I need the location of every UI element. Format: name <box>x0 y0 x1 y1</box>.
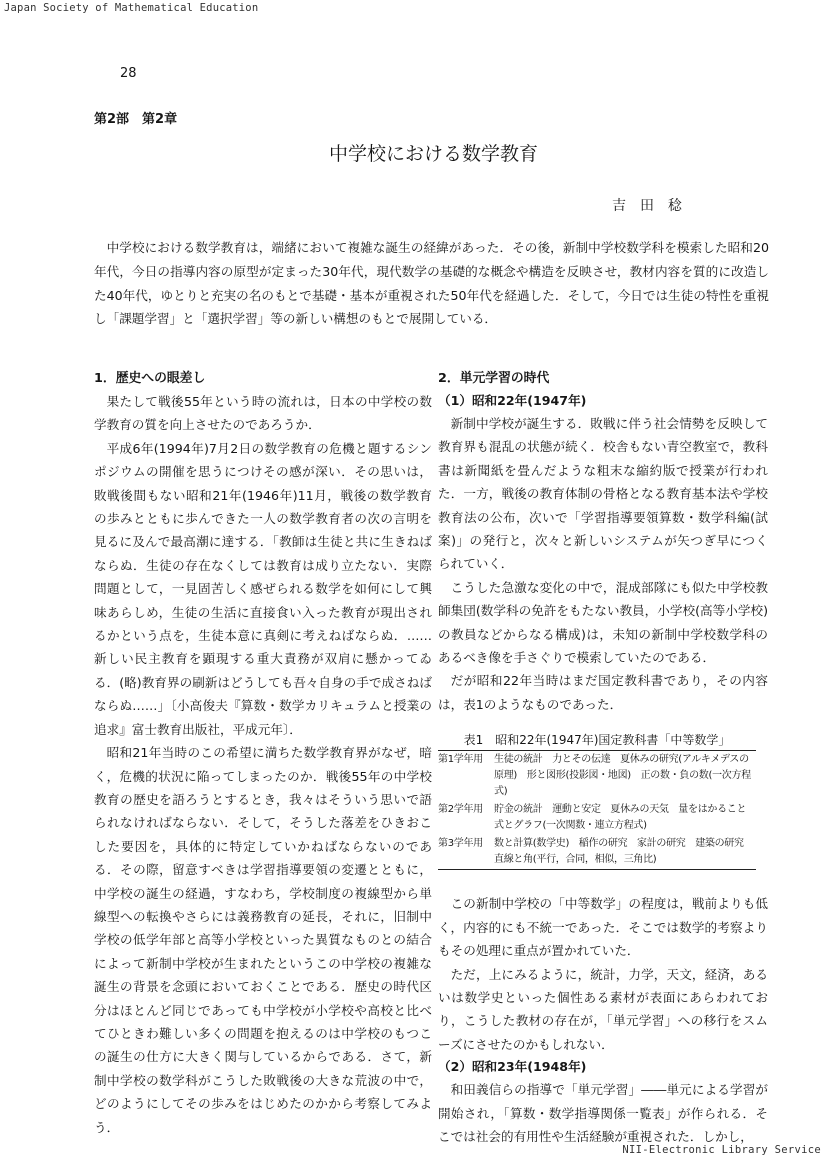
table-cell-year: 第2学年用 <box>438 804 483 816</box>
table-row <box>438 751 756 802</box>
paragraph: 新制中学校が誕生する．敗戦に伴う社会情勢を反映して教育界も混乱の状態が続く．校舎もない青空教室で，教科書は新聞紙を畳んだような粗末な縮約版で授業が行われた．一方，戦後の教育体制の骨格となる教育基本法や学校教育法の公布，次いで「学習指導要領算数・数学科編(試案)」の発行と，次々と新しいシステムが矢つぎ早につくられていく． <box>438 416 768 572</box>
journal-header: Japan Society of Mathematical Education <box>4 2 259 14</box>
paragraph: この新制中学校の「中等数学」の程度は，戦前よりも低く，内容的にも不統一であった．そこでは数学的考察よりもその処理に重点が置かれていた． <box>438 896 768 959</box>
article-title: 中学校における数学教育 <box>328 143 538 165</box>
abstract-text: 中学校における数学教育は，端緒において複雑な誕生の経緯があった．その後，新制中学校数学科を模索した昭和20年代，今日の指導内容の原型が定まった30年代，現代数学の基礎的な概念や構造を反映させ，教材内容を質的に改造した40年代，ゆとりと充実の名のもとで基礎・基本が重視された50年代を経過した．そして，今日では生徒の特性を重視し「課題学習」と「選択学習」等の新しい構想のもとで展開している． <box>94 240 769 327</box>
right-column <box>438 368 768 1148</box>
paragraph: ただ，上にみるように，統計，力学，天文，経済，あるいは数学史といった個性ある素材が表面にあらわれており，こうした教材の存在が，「単元学習」への移行をスムーズにさせたのかもしれない． <box>438 966 768 1052</box>
paragraph: こうした急激な変化の中で，混成部隊にも似た中学校教師集団(数学科の免許をもたない教員，小学校(高等小学校)の教員などからなる構成)は，未知の新制中学校数学科のあるべき像を手さぐりで模索していたのである． <box>438 579 768 666</box>
table-row <box>438 835 756 870</box>
table-cell-content: 貯金の統計 運動と安定 夏休みの天気 量をはかること 式とグラフ(一次関数・連立方程式) <box>494 804 756 832</box>
table <box>438 750 756 870</box>
page-number: 28 <box>120 66 137 81</box>
subsection-heading-1947: （1）昭和22年(1947年) <box>438 393 587 408</box>
table-caption: 表1 昭和22年(1947年)国定教科書「中等数学」 <box>463 733 731 748</box>
part-chapter-label: 第2部 第2章 <box>94 112 178 127</box>
abstract <box>94 236 769 331</box>
paragraph: だが昭和22年当時はまだ国定教科書であり，その内容は，表1のようなものであった． <box>438 673 768 712</box>
subsection-heading-1948: （2）昭和23年(1948年) <box>438 1059 587 1075</box>
table-cell-content: 数と計算(数学史) 稲作の研究 家計の研究 建築の研究 直線と角(平行，合同，相似，三角比) <box>494 838 754 866</box>
table-row <box>438 801 756 835</box>
paragraph: 昭和21年当時のこの希望に満ちた数学教育界がなぜ，暗く，危機的状況に陥ってしまったのか．戦後55年の中学校教育の歴史を語ろうとするとき，我々はそういう思いで語られなければならない．そして，そうした落差をひきおこした要因を，具体的に特定していかねばならないのである．その際，留意すべきは学習指導要領の変遷とともに，中学校の誕生の経過，すなわち，学校制度の複線型から単線型への転換やさらには義務教育の延長，それに，旧制中学校の低学年部と高等小学校といった異質なものとの結合によって新制中学校が生まれたというこの中学校の複雑な誕生の背景を念頭においておくことである．歴史の時代区分はほとんど同じであっても中学校が小学校や高校と比べてひときわ難しい多くの問題を抱えるのは中学校のもつこの誕生の仕方に大きく関与しているからである．さて，新制中学校の数学科がこうした敗戦後の大きな荒波の中で，どのようにしてその歩みをはじめたのかから考察してみよう． <box>94 745 432 1135</box>
paragraph: 和田義信らの指導で「単元学習」――単元による学習が開始され，「算数・数学指導関係一覧表」が作られる．そこでは社会的有用性や生活経験が重視された．しかし， <box>438 1082 768 1144</box>
author-name: 吉田稔 <box>612 198 696 214</box>
section-heading-history: 1．歴史への眼差し <box>94 371 206 386</box>
paragraph: 果たして戦後55年という時の流れは，日本の中学校の数学教育の質を向上させたのであろうか． <box>94 394 432 433</box>
library-footer: NII-Electronic Library Service <box>622 1144 821 1156</box>
section-heading-unit-learning: 2．単元学習の時代 <box>438 371 550 386</box>
table-cell-content: 生徒の統計 力とその伝達 夏休みの研究(アルキメデスの原理) 形と図形(投影図・地図) 正の数・負の数(一次方程式) <box>494 754 751 798</box>
paragraph: 平成6年(1994年)7月2日の数学教育の危機と題するシンポジウムの開催を思うにつけその感が深い．その思いは，敗戦後間もない昭和21年(1946年)11月，戦後の数学教育の歩みとともに歩んできた一人の数学教育者の次の言明を見るに及んで最高潮に達する．「教師は生徒と共に生きねばならぬ．生徒の存在なくしては教育は成り立たない．実際問題として，一見固苦しく感ぜられる数学を如何にして興味あらしめ，生徒の生活に直接食い入った教育が現出されるかという点を，生徒本意に真剣に考えねばならぬ．……新しい民主教育を顕現する重大責務が双肩に懸かってゐる．(略)教育界の刷新はどうしても吾々自身の手で成さねばならぬ……」〔小高俊夫『算数・数学カリキュラムと授業の追求』富士教育出版社，平成元年〕． <box>94 440 432 737</box>
textbook-table <box>438 730 756 870</box>
table-cell-year: 第1学年用 <box>438 754 483 766</box>
table-cell-year: 第3学年用 <box>438 838 483 850</box>
left-column <box>94 368 432 1139</box>
